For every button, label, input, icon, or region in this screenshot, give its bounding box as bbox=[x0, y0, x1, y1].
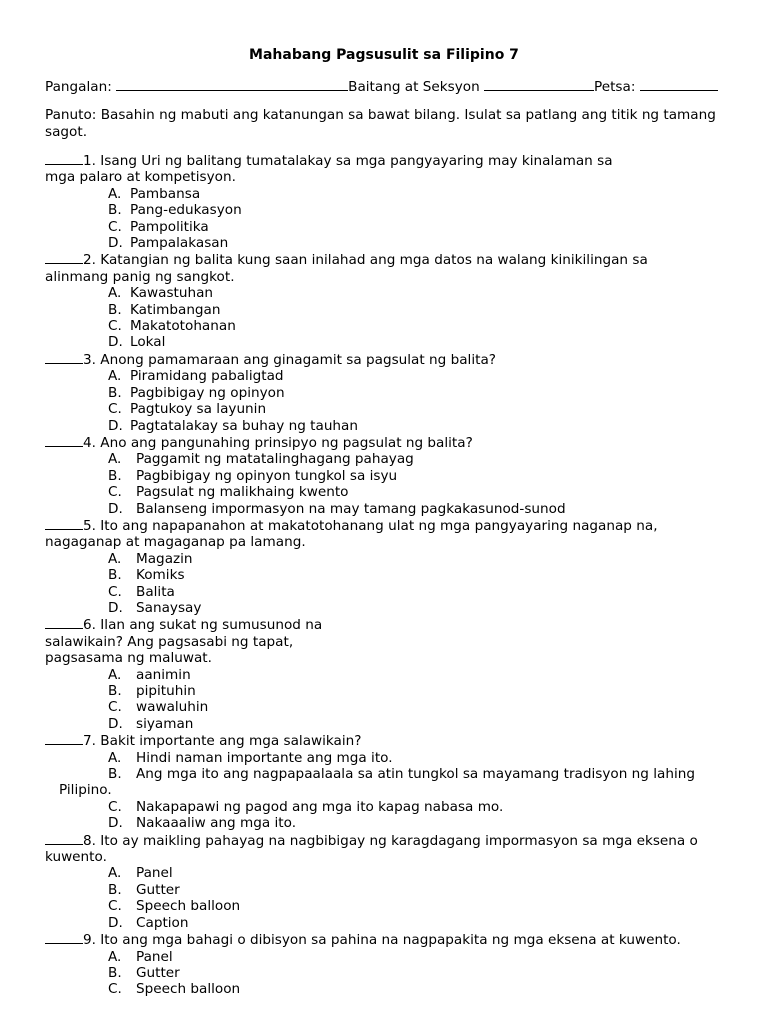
choice-letter: C. bbox=[108, 401, 122, 418]
choice-text: Gutter bbox=[136, 881, 180, 898]
choice-item bbox=[45, 451, 735, 467]
choice-item bbox=[45, 219, 735, 235]
question-stem bbox=[45, 832, 735, 849]
choice-text: Kawastuhan bbox=[130, 285, 214, 302]
choice-text: Hindi naman importante ang mga ito. bbox=[136, 749, 393, 766]
question-text: 4. Ano ang pangunahing prinsipyo ng pagsulat ng balita? bbox=[83, 434, 473, 451]
choice-list bbox=[45, 865, 735, 931]
question-stem bbox=[45, 849, 735, 865]
choice-item bbox=[45, 334, 735, 350]
choice-item bbox=[45, 567, 735, 583]
choice-text: Gutter bbox=[136, 964, 180, 981]
question-text: 7. Bakit importante ang mga salawikain? bbox=[83, 733, 362, 750]
question-item bbox=[45, 732, 735, 831]
choice-letter: C. bbox=[108, 981, 122, 998]
choice-letter: B. bbox=[108, 202, 122, 219]
question-text: kuwento. bbox=[45, 849, 107, 866]
question-text: 6. Ilan ang sukat ng sumusunod na bbox=[83, 617, 323, 634]
choice-text: Nakaaaliw ang mga ito. bbox=[136, 815, 297, 832]
answer-blank[interactable] bbox=[45, 434, 83, 447]
choice-text: Caption bbox=[136, 914, 189, 931]
choice-letter: A. bbox=[108, 666, 122, 683]
choice-text: Pagsulat ng malikhaing kwento bbox=[136, 484, 349, 501]
choice-text: Pambansa bbox=[130, 185, 201, 202]
choice-item bbox=[45, 799, 735, 815]
choice-text: Nakapapawi ng pagod ang mga ito kapag nabasa mo. bbox=[136, 798, 504, 815]
choice-letter: B. bbox=[108, 301, 122, 318]
answer-blank[interactable] bbox=[45, 832, 83, 845]
question-text: pagsasama ng maluwat. bbox=[45, 650, 212, 667]
choice-text: Pagbibigay ng opinyon tungkol sa isyu bbox=[136, 467, 398, 484]
choice-letter: B. bbox=[108, 964, 122, 981]
choice-item bbox=[45, 667, 735, 683]
choice-item bbox=[45, 766, 735, 782]
choice-item bbox=[45, 468, 735, 484]
question-stem bbox=[45, 732, 735, 749]
choice-text: Pang-edukasyon bbox=[130, 202, 242, 219]
choice-text: Katimbangan bbox=[130, 301, 221, 318]
choice-text: Paggamit ng matatalinghagang pahayag bbox=[136, 451, 414, 468]
date-label: Petsa: bbox=[594, 79, 636, 95]
question-list bbox=[45, 152, 735, 998]
choice-text: Sanaysay bbox=[136, 599, 202, 616]
choice-item bbox=[45, 865, 735, 881]
choice-letter: C. bbox=[108, 484, 122, 501]
choice-letter: C. bbox=[108, 699, 122, 716]
question-item bbox=[45, 517, 735, 616]
choice-item bbox=[45, 815, 735, 831]
choice-letter: A. bbox=[108, 285, 122, 302]
question-stem bbox=[45, 169, 735, 185]
question-stem bbox=[45, 269, 735, 285]
choice-item bbox=[45, 484, 735, 500]
choice-item bbox=[45, 551, 735, 567]
choice-letter: B. bbox=[108, 881, 122, 898]
choice-text: Speech balloon bbox=[136, 981, 241, 998]
choice-text: Balita bbox=[136, 583, 175, 600]
question-stem bbox=[45, 650, 735, 666]
choice-item bbox=[45, 683, 735, 699]
answer-blank[interactable] bbox=[45, 351, 83, 364]
choice-text: Speech balloon bbox=[136, 898, 241, 915]
choice-text: Panel bbox=[136, 948, 173, 965]
question-text: 3. Anong pamamaraan ang ginagamit sa pagsulat ng balita? bbox=[83, 351, 496, 368]
choice-text: pipituhin bbox=[136, 683, 196, 699]
answer-blank[interactable] bbox=[45, 732, 83, 745]
choice-text: Magazin bbox=[136, 550, 193, 567]
choice-list bbox=[45, 551, 735, 617]
choice-text: Komiks bbox=[136, 567, 185, 584]
choice-letter: A. bbox=[108, 368, 122, 385]
question-stem bbox=[45, 534, 735, 550]
choice-letter: C. bbox=[108, 583, 122, 600]
choice-item bbox=[45, 501, 735, 517]
choice-list bbox=[45, 667, 735, 733]
choice-letter: D. bbox=[108, 599, 123, 616]
choice-list bbox=[45, 368, 735, 434]
choice-text: aanimin bbox=[136, 666, 191, 683]
choice-item bbox=[45, 186, 735, 202]
answer-blank[interactable] bbox=[45, 616, 83, 629]
choice-letter: D. bbox=[108, 417, 123, 434]
question-stem bbox=[45, 351, 735, 368]
question-text: 2. Katangian ng balita kung saan inilahad ang mga datos na walang kinikilingan sa bbox=[83, 252, 648, 269]
choice-text: Lokal bbox=[130, 334, 166, 351]
choice-letter: B. bbox=[108, 683, 122, 699]
student-info-line bbox=[45, 78, 735, 96]
choice-letter: D. bbox=[108, 334, 123, 351]
date-blank[interactable] bbox=[640, 78, 718, 91]
choice-text: Piramidang pabaligtad bbox=[130, 368, 284, 385]
question-text: 1. Isang Uri ng balitang tumatalakay sa mga pangyayaring may kinalaman sa bbox=[83, 153, 613, 169]
choice-item bbox=[45, 882, 735, 898]
choice-letter: C. bbox=[108, 318, 122, 335]
question-item bbox=[45, 832, 735, 931]
answer-blank[interactable] bbox=[45, 517, 83, 530]
page-title: Mahabang Pagsusulit sa Filipino 7 bbox=[249, 47, 519, 63]
question-stem bbox=[45, 517, 735, 534]
question-item bbox=[45, 351, 735, 434]
answer-blank[interactable] bbox=[45, 152, 83, 165]
question-text: 9. Ito ang mga bahagi o dibisyon sa pahina na nagpapakita ng mga eksena at kuwento. bbox=[83, 932, 681, 949]
choice-item bbox=[45, 235, 735, 251]
choice-text: Pagtukoy sa layunin bbox=[130, 401, 267, 418]
choice-list bbox=[45, 949, 735, 998]
question-stem bbox=[45, 931, 735, 948]
choice-text: Balanseng impormasyon na may tamang pagkakasunod-sunod bbox=[136, 500, 566, 517]
question-item bbox=[45, 931, 735, 998]
choice-item bbox=[45, 418, 735, 434]
question-stem bbox=[45, 152, 735, 169]
question-text: nagaganap at magaganap pa lamang. bbox=[45, 534, 306, 551]
question-text: mga palaro at kompetisyon. bbox=[45, 169, 236, 186]
choice-letter: D. bbox=[108, 715, 123, 732]
answer-blank[interactable] bbox=[45, 931, 83, 944]
name-label: Pangalan: bbox=[45, 79, 112, 95]
choice-letter: D. bbox=[108, 500, 123, 517]
question-item bbox=[45, 616, 735, 732]
choice-item bbox=[45, 750, 735, 766]
choice-text: Ang mga ito ang nagpapaalaala sa atin tungkol sa mayamang tradisyon ng lahing bbox=[136, 766, 695, 783]
choice-letter: A. bbox=[108, 749, 122, 766]
question-item bbox=[45, 434, 735, 517]
choice-text: Pampolitika bbox=[130, 218, 209, 235]
choice-text: Makatotohanan bbox=[130, 318, 236, 335]
choice-continuation: Pilipino. bbox=[59, 782, 112, 799]
choice-item bbox=[45, 368, 735, 384]
question-item bbox=[45, 251, 735, 350]
choice-text: Pagtatalakay sa buhay ng tauhan bbox=[130, 417, 358, 434]
question-stem bbox=[45, 634, 735, 650]
choice-item bbox=[45, 898, 735, 914]
choice-item bbox=[45, 915, 735, 931]
choice-item bbox=[45, 302, 735, 318]
choice-letter: C. bbox=[108, 798, 122, 815]
instructions: Panuto: Basahin ng mabuti ang katanungan sa bawat bilang. Isulat sa patlang ang titik ng tamang sagot. bbox=[45, 107, 716, 140]
section-blank[interactable] bbox=[484, 78, 594, 91]
choice-letter: B. bbox=[108, 567, 122, 584]
choice-item bbox=[45, 699, 735, 715]
choice-item bbox=[45, 949, 735, 965]
choice-item bbox=[45, 385, 735, 401]
section-label: Baitang at Seksyon bbox=[348, 79, 480, 95]
choice-item bbox=[45, 584, 735, 600]
choice-item bbox=[45, 716, 735, 732]
name-blank[interactable] bbox=[116, 78, 348, 91]
choice-list bbox=[45, 750, 735, 832]
choice-letter: A. bbox=[108, 451, 122, 468]
choice-item bbox=[45, 965, 735, 981]
question-stem bbox=[45, 616, 735, 633]
choice-item bbox=[45, 981, 735, 997]
question-item bbox=[45, 152, 735, 251]
choice-letter: B. bbox=[108, 384, 122, 401]
choice-item bbox=[45, 202, 735, 218]
choice-list bbox=[45, 186, 735, 252]
question-stem bbox=[45, 434, 735, 451]
choice-letter: A. bbox=[108, 948, 122, 965]
choice-text: Pampalakasan bbox=[130, 235, 229, 252]
choice-item bbox=[45, 401, 735, 417]
choice-list bbox=[45, 285, 735, 351]
choice-item bbox=[45, 318, 735, 334]
question-text: 8. Ito ay maikling pahayag na nagbibigay ng karagdagang impormasyon sa mga eksena o bbox=[83, 832, 698, 849]
choice-letter: C. bbox=[108, 218, 122, 235]
choice-letter: A. bbox=[108, 185, 122, 202]
choice-text: Pagbibigay ng opinyon bbox=[130, 384, 285, 401]
choice-letter: D. bbox=[108, 235, 123, 252]
choice-text: wawaluhin bbox=[136, 699, 209, 716]
question-stem bbox=[45, 251, 735, 268]
answer-blank[interactable] bbox=[45, 251, 83, 264]
choice-item bbox=[45, 600, 735, 616]
choice-list bbox=[45, 451, 735, 517]
choice-letter: B. bbox=[108, 467, 122, 484]
choice-item bbox=[45, 285, 735, 301]
choice-letter: B. bbox=[108, 766, 122, 783]
choice-letter: A. bbox=[108, 865, 122, 882]
choice-letter: A. bbox=[108, 550, 122, 567]
question-text: 5. Ito ang napapanahon at makatotohanang ulat ng mga pangyayaring naganap na, bbox=[83, 517, 658, 534]
choice-letter: D. bbox=[108, 914, 123, 931]
choice-text: Panel bbox=[136, 865, 173, 882]
question-text: alinmang panig ng sangkot. bbox=[45, 268, 235, 285]
choice-text: siyaman bbox=[136, 715, 194, 732]
choice-letter: C. bbox=[108, 898, 122, 915]
question-text: salawikain? Ang pagsasabi ng tapat, bbox=[45, 633, 294, 650]
choice-letter: D. bbox=[108, 815, 123, 832]
